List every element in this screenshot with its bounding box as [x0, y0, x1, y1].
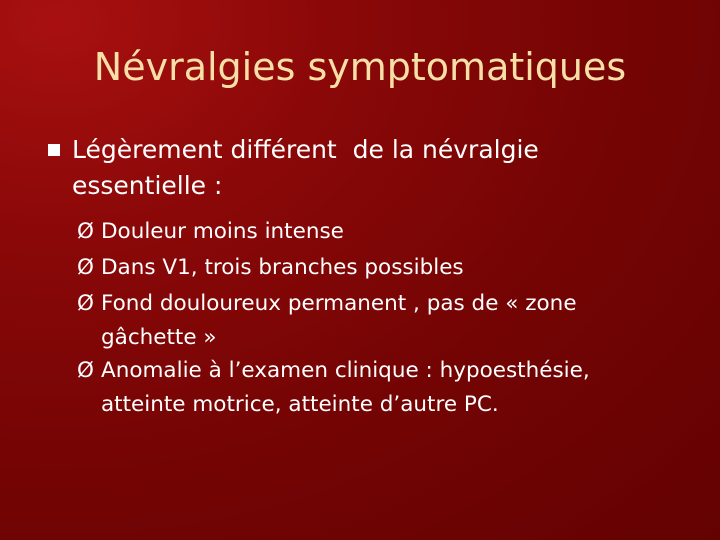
- arrow-bullet-icon: Ø: [77, 358, 94, 383]
- sub-bullet-text: Dans V1, trois branches possibles: [101, 255, 464, 280]
- square-bullet-icon: [48, 144, 60, 156]
- slide-title: Névralgies symptomatiques: [93, 45, 627, 89]
- main-bullet-line-1: Légèrement différent de la névralgie: [72, 135, 539, 164]
- sub-bullet-item: [77, 250, 681, 286]
- arrow-bullet-icon: Ø: [77, 219, 94, 244]
- arrow-bullet-icon: Ø: [77, 291, 94, 316]
- sub-bullet-text: Anomalie à l’examen clinique : hypoesthésie,: [101, 358, 590, 383]
- sub-bullet-text-continued: gâchette »: [101, 325, 217, 350]
- main-bullet: [72, 132, 672, 204]
- main-bullet-line-2: essentielle :: [72, 171, 223, 200]
- sub-bullet-text: Douleur moins intense: [101, 219, 344, 244]
- sub-bullet-item: [77, 286, 681, 353]
- sub-bullet-item: [77, 214, 681, 250]
- sub-bullet-text-continued: atteinte motrice, atteinte d’autre PC.: [101, 392, 499, 417]
- arrow-bullet-icon: Ø: [77, 255, 94, 280]
- sub-bullet-item: [77, 353, 681, 420]
- sub-bullet-list: [77, 214, 681, 420]
- sub-bullet-text: Fond douloureux permanent , pas de « zone: [101, 291, 577, 316]
